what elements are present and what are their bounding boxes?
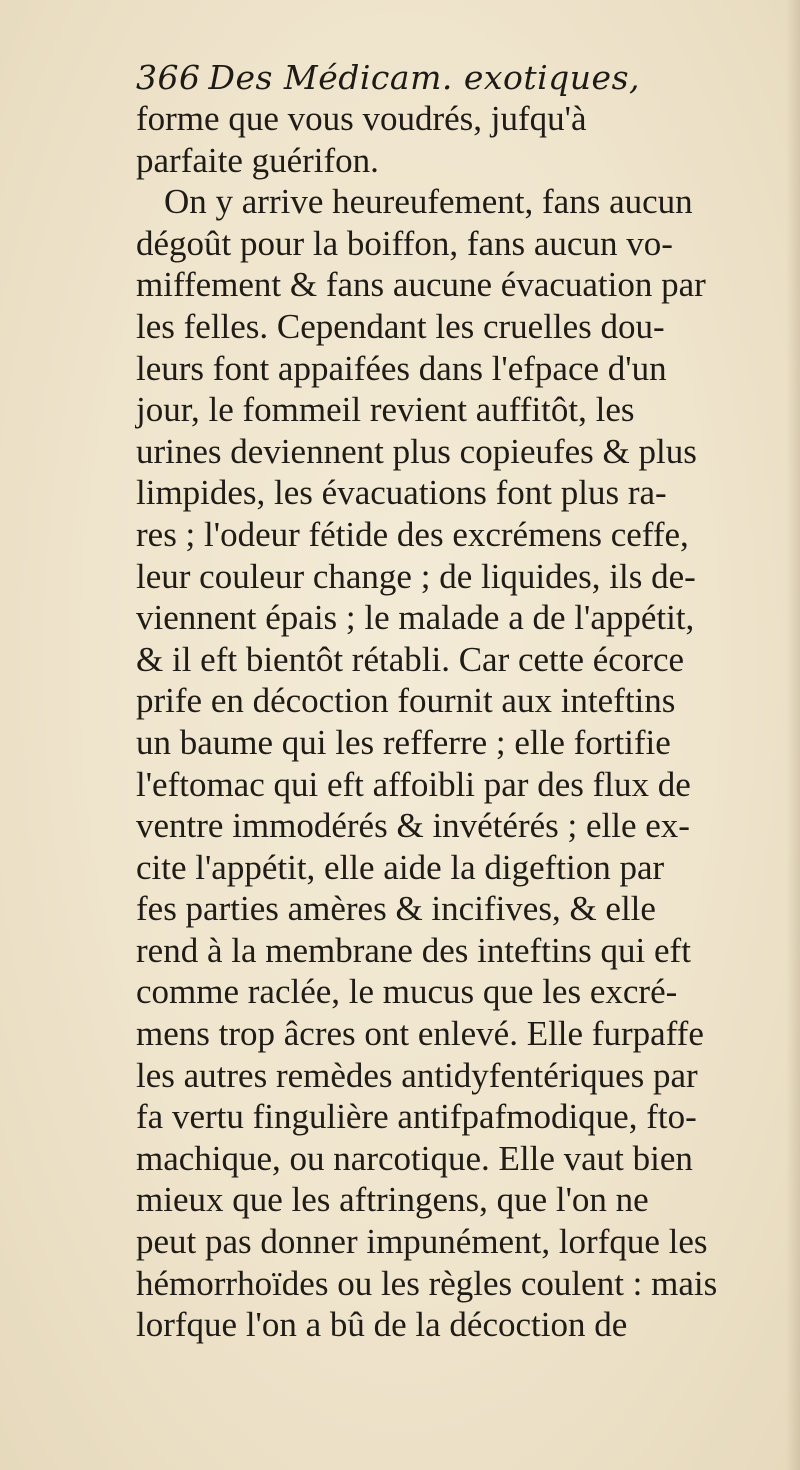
text-line: l'eftomac qui eft affoibli par des flux de — [136, 764, 691, 804]
text-line: forme que vous voudrés, jufqu'à — [136, 99, 587, 138]
text-line: les autres remèdes antidyfentériques par — [136, 1055, 698, 1095]
text-line: jour, le fommeil revient auffitôt, les — [136, 390, 635, 430]
text-line: miffement & fans aucune évacuation par — [136, 265, 706, 305]
text-line: & il eft bientôt rétabli. Car cette écorce — [136, 639, 685, 679]
text-line: machique, ou narcotique. Elle vaut bien — [136, 1138, 693, 1178]
text-line: urines deviennent plus copieufes & plus — [136, 431, 697, 471]
text-line: les felles. Cependant les cruelles dou- — [136, 306, 665, 346]
text-line: hémorrhoïdes ou les règles coulent : mais — [136, 1263, 718, 1303]
text-line: mieux que les aftringens, que l'on ne — [136, 1180, 649, 1220]
text-line: lorfque l'on a bû de la décoction de — [136, 1305, 628, 1345]
text-line: un baume qui les refferre ; elle fortifie — [136, 722, 671, 762]
text-line: parfaite guérifon. — [136, 140, 379, 180]
paragraph-start-line: On y arrive heureufement, fans aucun — [164, 182, 693, 222]
running-title: Des Médicam. exotiques, — [208, 58, 640, 97]
text-line: cite l'appétit, elle aide la digeftion par — [136, 847, 665, 887]
running-head — [136, 58, 696, 97]
text-line: viennent épais ; le malade a de l'appétit, — [136, 598, 695, 638]
text-line: ventre immodérés & invétérés ; elle ex- — [136, 806, 690, 846]
text-line: fes parties amères & incifives, & elle — [136, 889, 656, 929]
text-line: prife en décoction fournit aux inteftins — [136, 681, 676, 721]
text-line: dégoût pour la boiffon, fans aucun vo- — [136, 223, 673, 263]
text-line: limpides, les évacuations font plus ra- — [136, 473, 667, 513]
page-edge-shadow — [786, 0, 800, 1470]
text-line: leur couleur change ; de liquides, ils de- — [136, 556, 696, 596]
page-number: 366 — [136, 58, 201, 97]
text-line: mens trop âcres ont enlevé. Elle furpaffe — [136, 1014, 704, 1054]
text-line: peut pas donner impunément, lorfque les — [136, 1222, 708, 1262]
text-line: fa vertu fingulière antifpafmodique, fto- — [136, 1097, 697, 1137]
body-text — [136, 98, 776, 1346]
text-line: leurs font appaifées dans l'efpace d'un — [136, 348, 667, 388]
text-line: res ; l'odeur fétide des excrémens ceffe, — [136, 514, 689, 554]
text-line: rend à la membrane des inteftins qui eft — [136, 930, 691, 970]
text-line: comme raclée, le mucus que les excré- — [136, 972, 678, 1012]
